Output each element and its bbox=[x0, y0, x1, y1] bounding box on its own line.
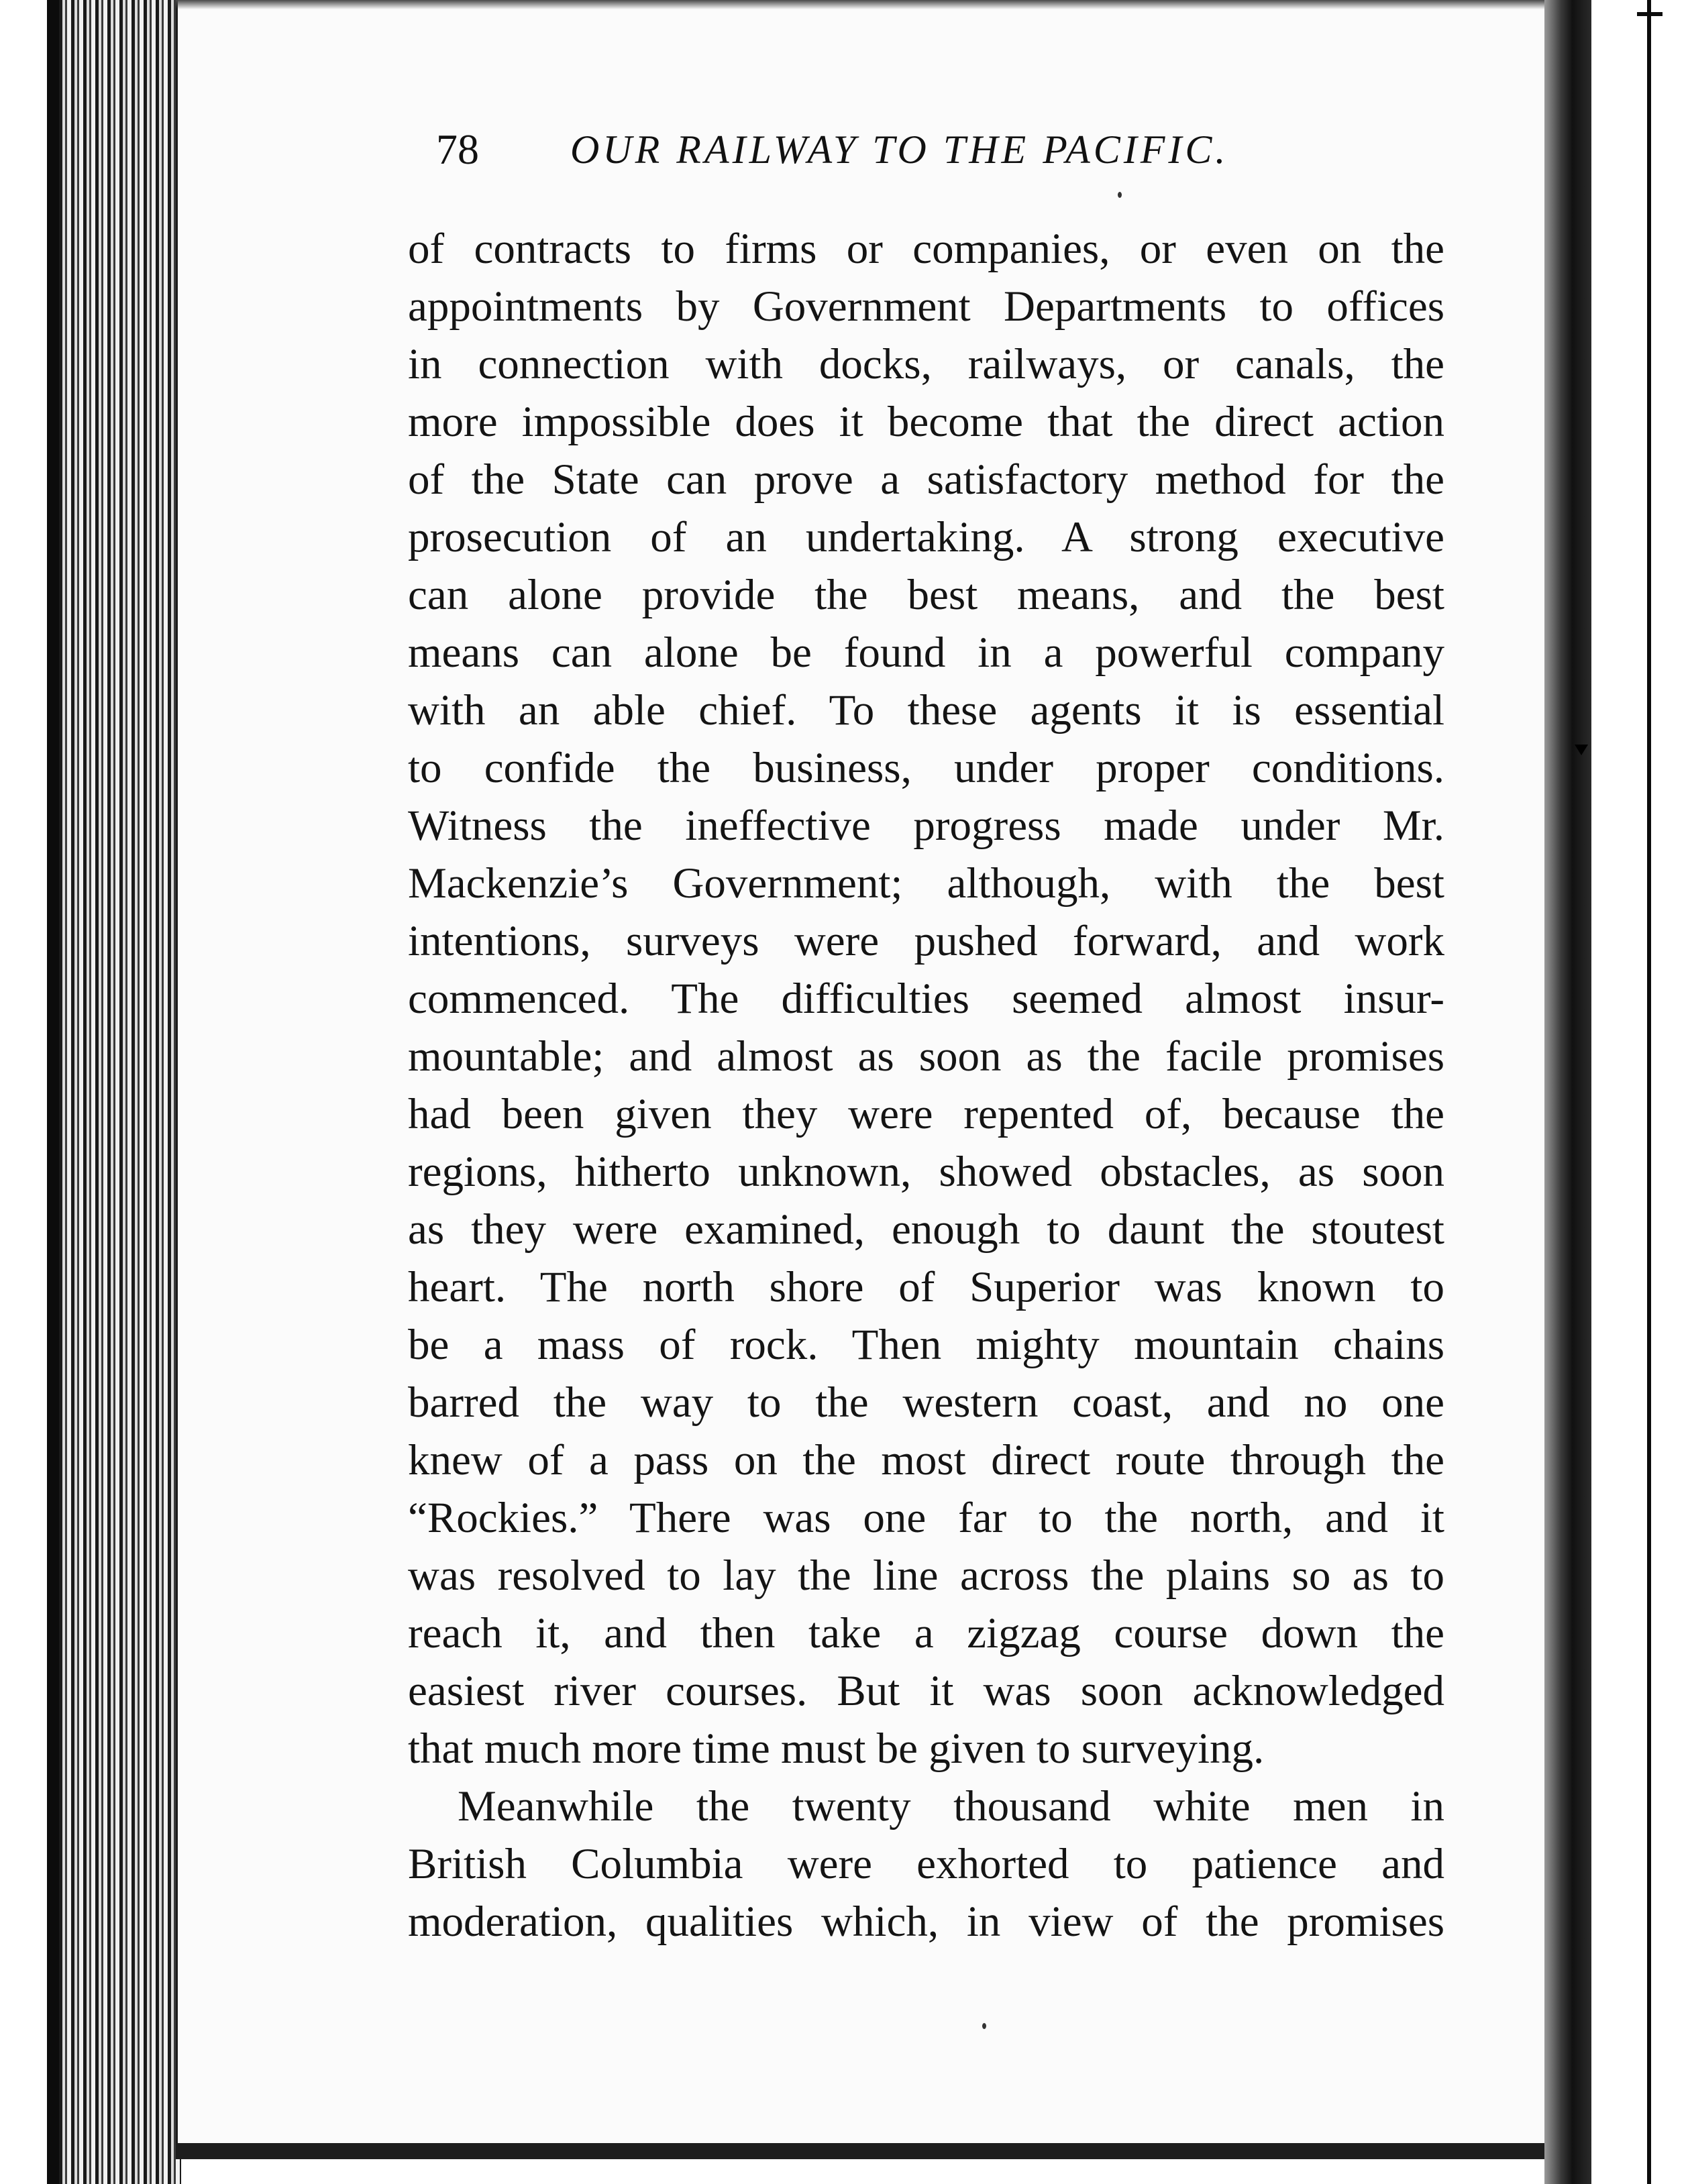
text-line: barred the way to the western coast, and no one bbox=[408, 1378, 1444, 1427]
text-line: in connection with docks, railways, or canals, the bbox=[408, 340, 1444, 388]
text-line: commenced. The difficulties seemed almost insur- bbox=[408, 975, 1444, 1023]
text-line: as they were examined, enough to daunt the stoutest bbox=[408, 1205, 1444, 1254]
text-line-paragraph-start: Meanwhile the twenty thousand white men in bbox=[458, 1782, 1444, 1831]
text-line: regions, hitherto unknown, showed obstacles, as soon bbox=[408, 1148, 1444, 1196]
ink-speck bbox=[1118, 192, 1122, 198]
text-line: of contracts to firms or companies, or even on the bbox=[408, 225, 1444, 273]
running-head bbox=[436, 119, 1322, 180]
text-line: Mackenzie’s Government; although, with the best bbox=[408, 859, 1444, 908]
text-line: be a mass of rock. Then mighty mountain chains bbox=[408, 1321, 1444, 1369]
binding-shadow-left bbox=[47, 0, 59, 2184]
body-text bbox=[408, 220, 1444, 1951]
text-line: of the State can prove a satisfactory method for the bbox=[408, 455, 1444, 504]
text-line: more impossible does it become that the direct action bbox=[408, 398, 1444, 446]
text-line: was resolved to lay the line across the plains so as to bbox=[408, 1551, 1444, 1600]
text-line: can alone provide the best means, and the best bbox=[408, 571, 1444, 619]
text-line: moderation, qualities which, in view of the promises bbox=[408, 1898, 1444, 1946]
right-border-rule bbox=[1647, 0, 1651, 2184]
right-border-tick bbox=[1637, 12, 1663, 16]
text-line: heart. The north shore of Superior was known to bbox=[408, 1263, 1444, 1311]
page-edges-left bbox=[47, 0, 181, 2184]
text-line: means can alone be found in a powerful company bbox=[408, 629, 1444, 677]
page-number: 78 bbox=[436, 125, 479, 173]
text-line: that much more time must be given to surveying. bbox=[408, 1725, 1265, 1773]
ink-speck bbox=[982, 2023, 986, 2029]
text-line: knew of a pass on the most direct route through the bbox=[408, 1436, 1444, 1484]
text-line: appointments by Government Departments to offices bbox=[408, 282, 1444, 331]
text-line: prosecution of an undertaking. A strong executive bbox=[408, 513, 1444, 561]
text-line: reach it, and then take a zigzag course down the bbox=[408, 1609, 1444, 1657]
text-line: British Columbia were exhorted to patience and bbox=[408, 1840, 1444, 1888]
text-line: easiest river courses. But it was soon acknowledged bbox=[408, 1667, 1444, 1715]
text-line: with an able chief. To these agents it is essential bbox=[408, 686, 1444, 734]
text-line: had been given they were repented of, because the bbox=[408, 1090, 1444, 1138]
text-line: mountable; and almost as soon as the facile promises bbox=[408, 1032, 1444, 1081]
gutter-spine bbox=[1544, 0, 1591, 2184]
right-margin bbox=[1591, 0, 1688, 2184]
text-line: “Rockies.” There was one far to the north, and it bbox=[408, 1494, 1444, 1542]
running-title: OUR RAILWAY TO THE PACIFIC. bbox=[570, 127, 1229, 172]
text-line: intentions, surveys were pushed forward, and work bbox=[408, 917, 1444, 965]
gutter-arrow-icon bbox=[1575, 745, 1588, 755]
page-bottom-edge bbox=[176, 2143, 1565, 2159]
top-shadow bbox=[176, 0, 1544, 9]
text-line: Witness the ineffective progress made under Mr. bbox=[408, 802, 1444, 850]
text-line: to confide the business, under proper conditions. bbox=[408, 744, 1444, 792]
